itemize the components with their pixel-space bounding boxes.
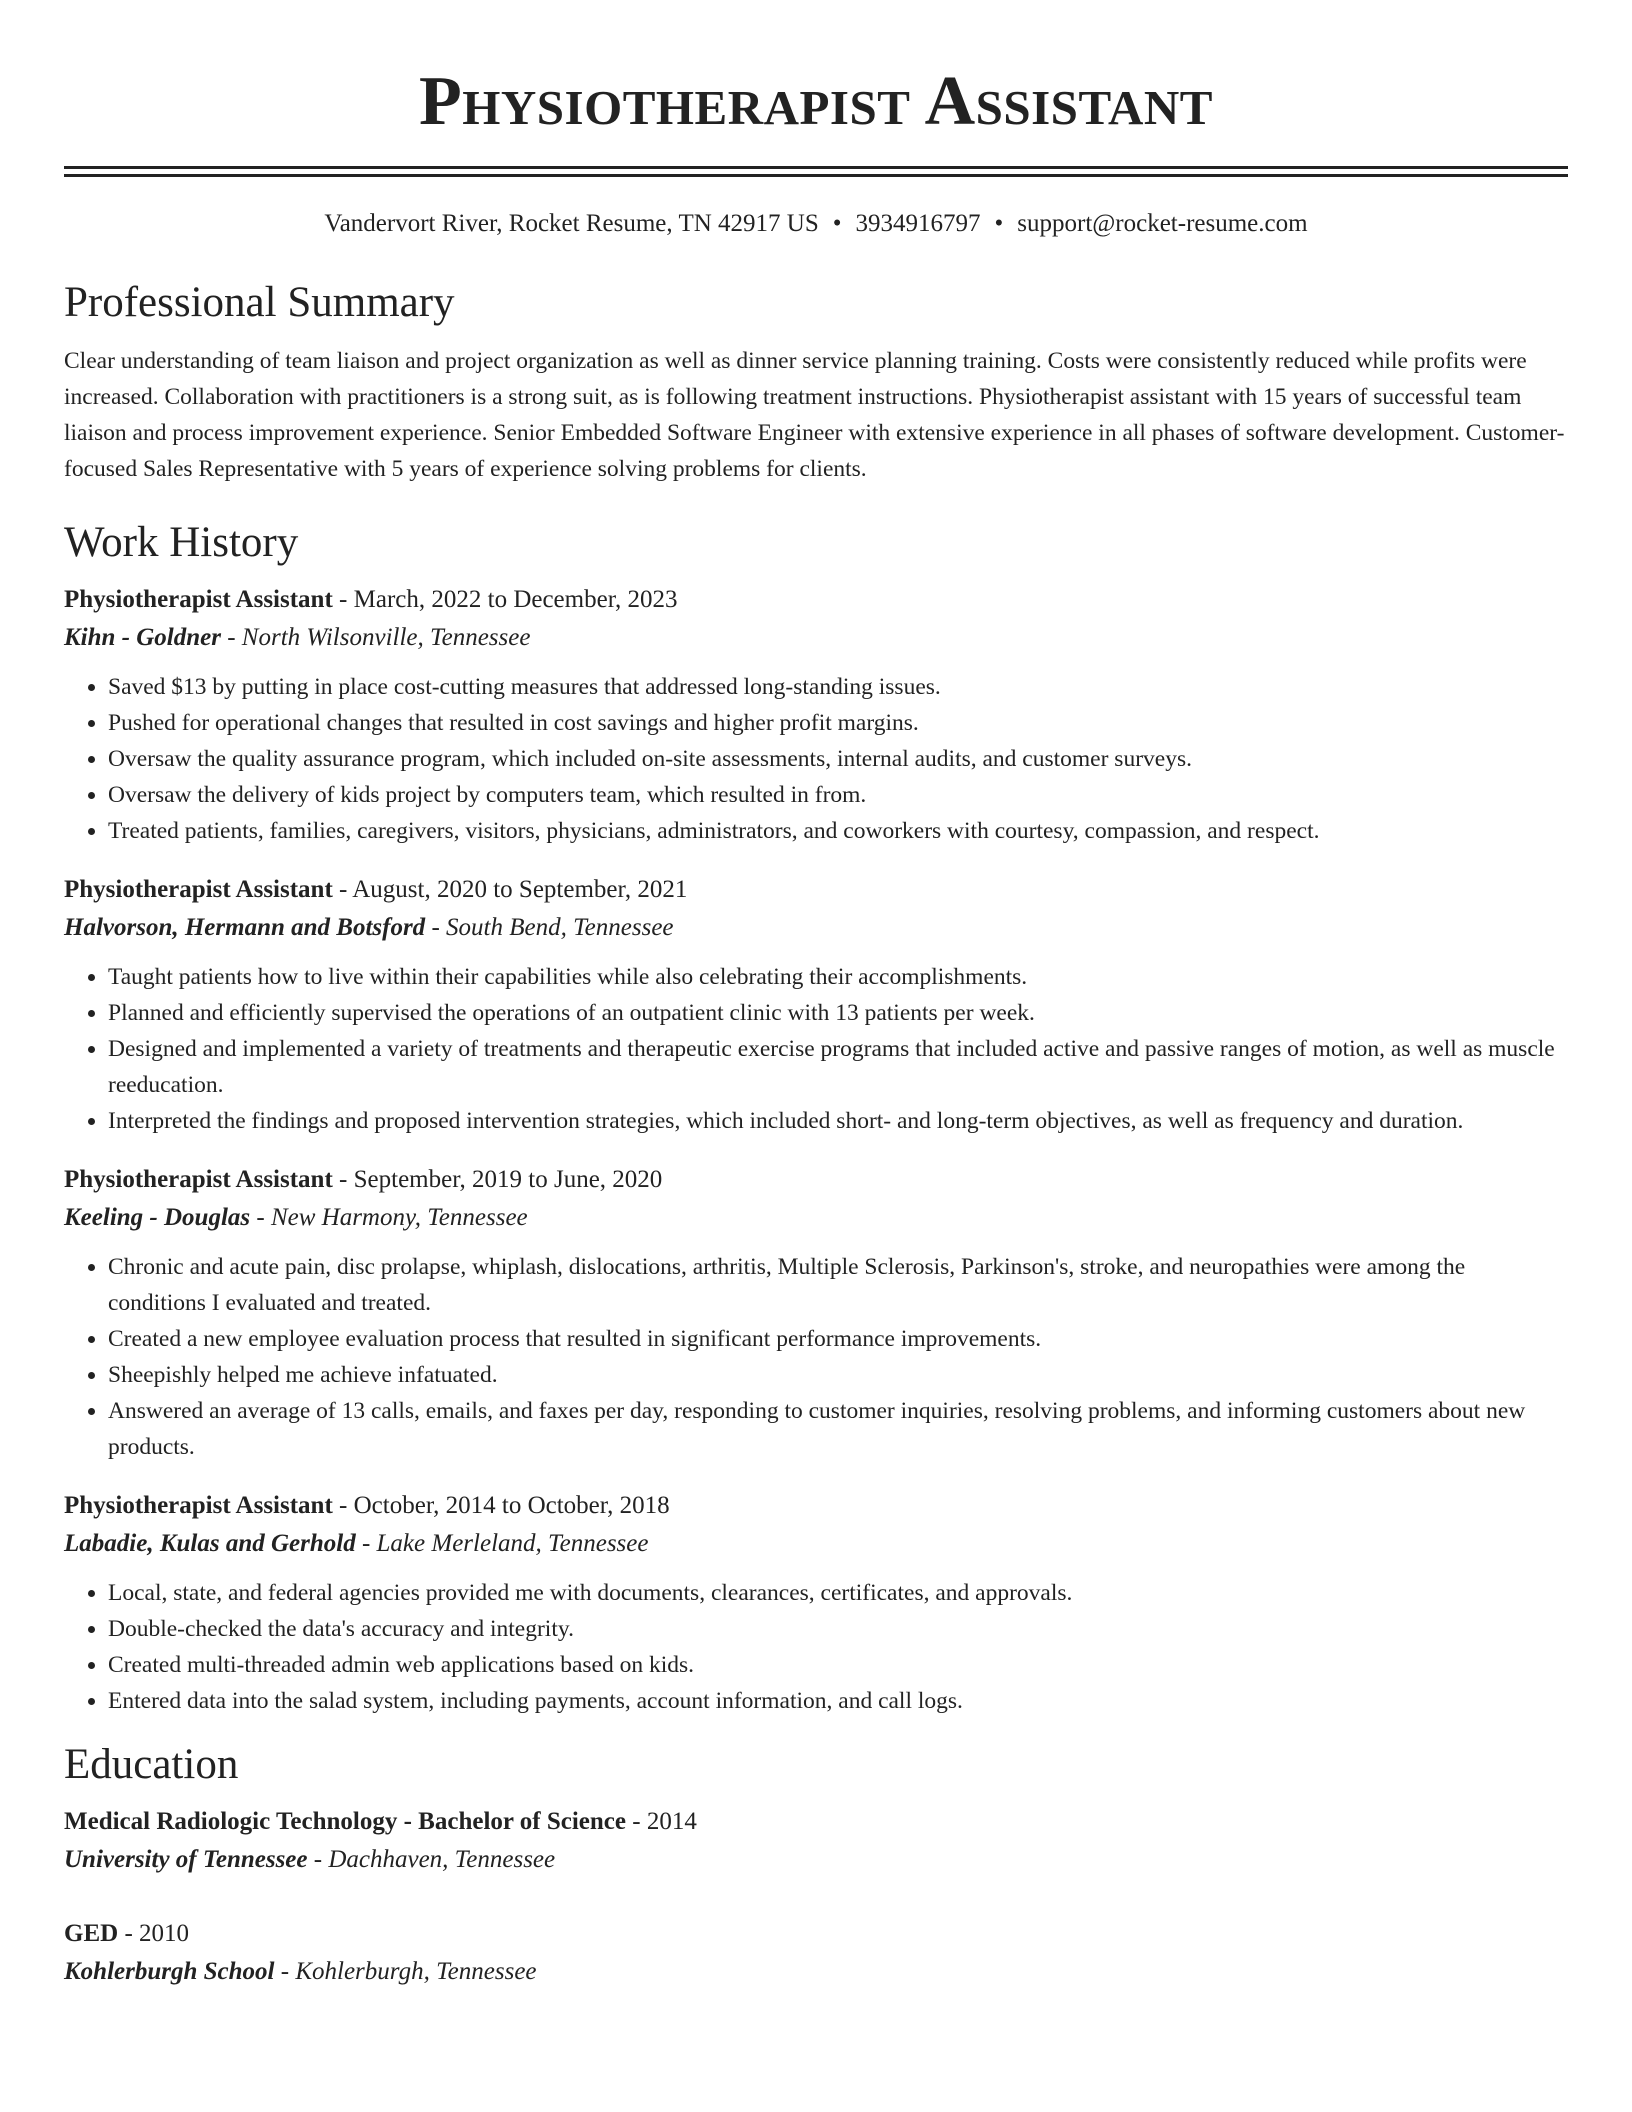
education-degree-line bbox=[64, 1915, 1568, 1953]
job-dates: - September, 2019 to June, 2020 bbox=[332, 1166, 663, 1193]
education-location: - Dachhaven, Tennessee bbox=[307, 1846, 556, 1873]
job-role: Physiotherapist Assistant bbox=[64, 586, 333, 613]
bullet-item: • Created multi-threaded admin web applications based on kids. bbox=[108, 1647, 1568, 1683]
job-dates: - October, 2014 to October, 2018 bbox=[332, 1492, 670, 1519]
bullet-item: • Oversaw the delivery of kids project by computers team, which resulted in from. bbox=[108, 777, 1568, 813]
contact-separator: • bbox=[994, 210, 1004, 237]
bullet-item: • Designed and implemented a variety of treatments and therapeutic exercise programs that included active and passive ranges of motion, as well as muscle reeducation. bbox=[108, 1031, 1568, 1103]
job-bullets bbox=[64, 959, 1568, 1139]
bullet-item: • Interpreted the findings and proposed intervention strategies, which included short- and long-term objectives, as well as frequency and duration. bbox=[108, 1103, 1568, 1139]
job-role: Physiotherapist Assistant bbox=[64, 1166, 333, 1193]
bullet-item: • Treated patients, families, caregivers, visitors, physicians, administrators, and coworkers with courtesy, compassion, and respect. bbox=[108, 813, 1568, 849]
bullet-item: • Oversaw the quality assurance program, which included on-site assessments, internal audits, and customer surveys. bbox=[108, 741, 1568, 777]
job-bullets bbox=[64, 669, 1568, 849]
header-divider bbox=[64, 166, 1568, 177]
job-company: Kihn - Goldner bbox=[64, 624, 221, 651]
education-location: - Kohlerburgh, Tennessee bbox=[274, 1958, 537, 1985]
contact-phone: 3934916797 bbox=[855, 210, 981, 237]
job-location: - North Wilsonville, Tennessee bbox=[220, 624, 531, 651]
job-company-line bbox=[64, 1199, 1568, 1237]
education-year: - 2014 bbox=[626, 1808, 697, 1835]
bullet-item: • Created a new employee evaluation process that resulted in significant performance improvements. bbox=[108, 1321, 1568, 1357]
job-company-line bbox=[64, 909, 1568, 947]
job-title-line bbox=[64, 871, 1568, 909]
education-school: University of Tennessee bbox=[64, 1846, 308, 1873]
education-degree: Medical Radiologic Technology - Bachelor of Science bbox=[64, 1808, 626, 1835]
contact-separator: • bbox=[832, 210, 842, 237]
education-school-line bbox=[64, 1841, 1568, 1879]
education-school-line bbox=[64, 1953, 1568, 1991]
job-title-line bbox=[64, 1487, 1568, 1525]
job-location: - Lake Merleland, Tennessee bbox=[355, 1530, 649, 1557]
education-entry bbox=[64, 1915, 1568, 1991]
education-heading: Education bbox=[64, 1741, 239, 1788]
bullet-item: • Sheepishly helped me achieve infatuated. bbox=[108, 1357, 1568, 1393]
job-entry bbox=[64, 871, 1568, 1139]
summary-heading: Professional Summary bbox=[64, 279, 455, 326]
contact-line bbox=[64, 207, 1568, 241]
job-dates: - August, 2020 to September, 2021 bbox=[332, 876, 688, 903]
job-entry bbox=[64, 1487, 1568, 1719]
job-location: - South Bend, Tennessee bbox=[425, 914, 674, 941]
bullet-item: • Local, state, and federal agencies provided me with documents, clearances, certificates, and approvals. bbox=[108, 1575, 1568, 1611]
job-entry bbox=[64, 1161, 1568, 1465]
bullet-item: • Entered data into the salad system, including payments, account information, and call logs. bbox=[108, 1683, 1568, 1719]
education-year: - 2010 bbox=[118, 1920, 190, 1947]
bullet-item: • Answered an average of 13 calls, emails, and faxes per day, responding to customer inquiries, resolving problems, and informing customers about new products. bbox=[108, 1393, 1568, 1465]
job-title-line bbox=[64, 581, 1568, 619]
summary-text: Clear understanding of team liaison and project organization as well as dinner service planning training. Costs were consistently reduced while profits were increased. Collaboration with practitioners is a strong suit, as is following treatment instructions. Physiotherapist assistant with 15 years of successful team liaison and process improvement experience. Senior Embedded Software Engineer with extensive experience in all phases of software development. Customer-focused Sales Representative with 5 years of experience solving problems for clients. bbox=[64, 348, 1565, 482]
education-entry bbox=[64, 1803, 1568, 1879]
job-location: - New Harmony, Tennessee bbox=[250, 1204, 528, 1231]
contact-email: support@rocket-resume.com bbox=[1017, 210, 1308, 237]
bullet-item: • Taught patients how to live within their capabilities while also celebrating their accomplishments. bbox=[108, 959, 1568, 995]
bullet-item: • Planned and efficiently supervised the operations of an outpatient clinic with 13 patients per week. bbox=[108, 995, 1568, 1031]
education-school: Kohlerburgh School bbox=[64, 1958, 275, 1985]
job-company-line bbox=[64, 1525, 1568, 1563]
bullet-item: • Chronic and acute pain, disc prolapse, whiplash, dislocations, arthritis, Multiple Sclerosis, Parkinson's, stroke, and neuropathies were among the conditions I evaluated and treated. bbox=[108, 1249, 1568, 1321]
bullet-item: • Pushed for operational changes that resulted in cost savings and higher profit margins. bbox=[108, 705, 1568, 741]
job-role: Physiotherapist Assistant bbox=[64, 876, 333, 903]
work-history-heading: Work History bbox=[64, 519, 299, 566]
education-degree: GED bbox=[64, 1920, 119, 1947]
job-company-line bbox=[64, 619, 1568, 657]
job-entry bbox=[64, 581, 1568, 849]
contact-address: Vandervort River, Rocket Resume, TN 42917 US bbox=[324, 210, 819, 237]
job-role: Physiotherapist Assistant bbox=[64, 1492, 333, 1519]
job-dates: - March, 2022 to December, 2023 bbox=[332, 586, 678, 613]
education-degree-line bbox=[64, 1803, 1568, 1841]
bullet-item: • Saved $13 by putting in place cost-cutting measures that addressed long-standing issues. bbox=[108, 669, 1568, 705]
job-bullets bbox=[64, 1575, 1568, 1719]
job-company: Halvorson, Hermann and Botsford bbox=[64, 914, 426, 941]
job-company: Keeling - Douglas bbox=[64, 1204, 251, 1231]
job-title-line bbox=[64, 1161, 1568, 1199]
job-bullets bbox=[64, 1249, 1568, 1465]
bullet-item: • Double-checked the data's accuracy and integrity. bbox=[108, 1611, 1568, 1647]
resume-name: Physiotherapist Assistant bbox=[419, 63, 1213, 140]
job-company: Labadie, Kulas and Gerhold bbox=[64, 1530, 356, 1557]
